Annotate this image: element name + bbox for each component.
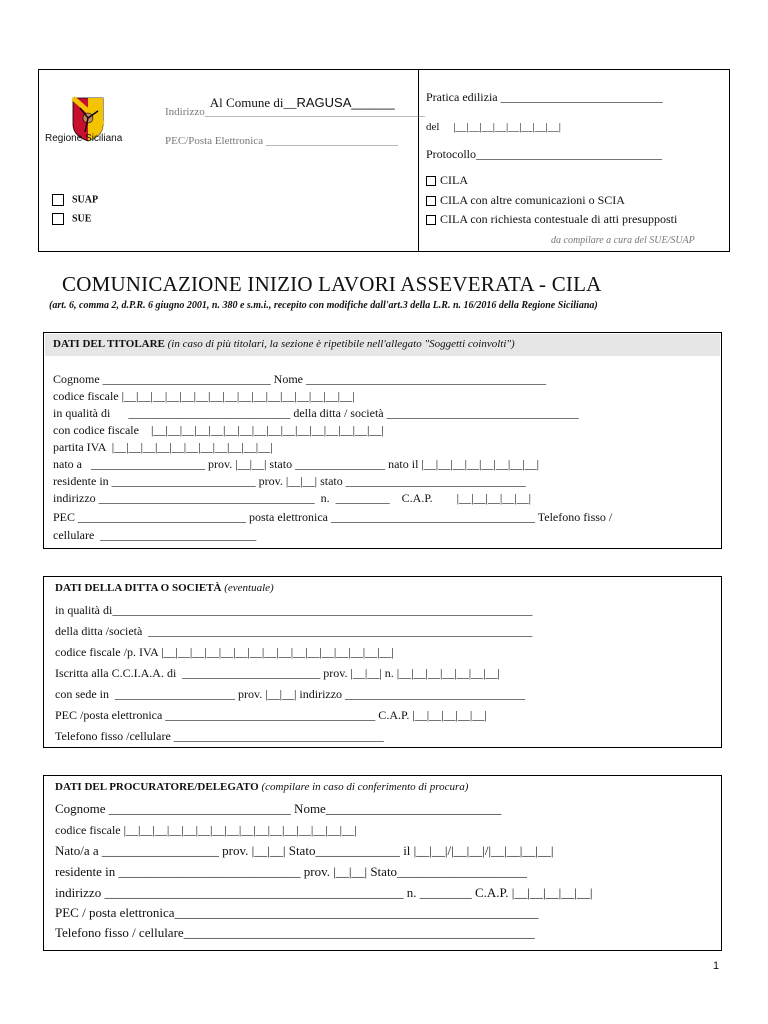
suap-option[interactable] — [52, 194, 98, 206]
procuratore-pec[interactable]: PEC / posta elettronica________________________________________________________ — [55, 905, 539, 920]
procuratore-residenza[interactable]: residente in ____________________________ prov. |__|__| Stato____________________ — [55, 864, 528, 879]
page-title: COMUNICAZIONE INIZIO LAVORI ASSEVERATA - CILA — [62, 272, 602, 296]
comune-label-text: Al Comune di__ — [209, 95, 297, 110]
pratica-field[interactable]: Pratica edilizia ___________________________ — [426, 90, 663, 104]
ditta-header-title: DATI DELLA DITTA O SOCIETÀ — [55, 582, 225, 594]
pec-field[interactable]: PEC/Posta Elettronica ________________________ — [165, 135, 398, 147]
cila-atti-label: CILA con richiesta contestuale di atti presupposti — [440, 212, 678, 226]
titolare-header-title: DATI DEL TITOLARE — [53, 338, 168, 350]
titolare-partita-iva[interactable]: partita IVA |__|__|__|__|__|__|__|__|__|__|__| — [53, 440, 273, 454]
ditta-pec[interactable]: PEC /posta elettronica ___________________________________ C.A.P. |__|__|__|__|__| — [55, 708, 487, 722]
titolare-indirizzo[interactable]: indirizzo ____________________________________ n. _________ C.A.P. |__|__|__|__|__| — [53, 491, 532, 505]
cila-option[interactable] — [426, 173, 468, 188]
sue-checkbox[interactable] — [52, 213, 64, 225]
procuratore-telefono[interactable]: Telefono fisso / cellulare______________________________________________________ — [55, 925, 535, 940]
page-subtitle: (art. 6, comma 2, d.P.R. 6 giugno 2001, n. 380 e s.m.i., recepito con modifiche dall'art.3 della L.R. n. 16/2016 della Regione Siciliana) — [49, 300, 598, 311]
ditta-codice-fiscale[interactable]: codice fiscale /p. IVA |__|__|__|__|__|__|__|__|__|__|__|__|__|__|__|__| — [55, 645, 394, 659]
cila-label: CILA — [440, 173, 468, 187]
indirizzo-field[interactable]: Indirizzo________________________________________ — [165, 106, 425, 118]
procuratore-header-title: DATI DEL PROCURATORE/DELEGATO — [55, 781, 262, 793]
titolare-header-note: (in caso di più titolari, la sezione è ripetibile nell'allegato "Soggetti coinvolti") — [167, 338, 515, 350]
comune-value[interactable]: RAGUSA______ — [296, 95, 395, 110]
regione-siciliana-logo — [63, 78, 97, 124]
suap-label: SUAP — [72, 194, 99, 206]
titolare-pec[interactable]: PEC ____________________________ posta elettronica __________________________________ Telefono fisso / — [53, 510, 613, 524]
sue-label: SUE — [72, 213, 92, 225]
procuratore-nascita[interactable]: Nato/a a __________________ prov. |__|__| Stato_____________ il |__|__|/|__|__|/|__|__|__|__| — [55, 843, 554, 858]
ditta-sede[interactable]: con sede in ____________________ prov. |__|__| indirizzo ______________________________ — [55, 687, 526, 701]
ditta-nome[interactable]: della ditta /società ________________________________________________________________ — [55, 624, 533, 638]
titolare-cognome-nome[interactable]: Cognome ____________________________ Nome ________________________________________ — [53, 372, 546, 386]
titolare-qualita[interactable]: in qualità di ___________________________ della ditta / società ________________________________ — [53, 406, 579, 420]
cila-atti-checkbox[interactable] — [426, 215, 436, 225]
procuratore-header-note: (compilare in caso di conferimento di procura) — [261, 781, 469, 793]
logo-text: Regione Siciliana — [45, 133, 123, 144]
header-note: da compilare a cura del SUE/SUAP — [551, 235, 695, 246]
ditta-cciaa[interactable]: Iscritta alla C.C.I.A.A. di _______________________ prov. |__|__| n. |__|__|__|__|__|__|__| — [55, 666, 500, 680]
titolare-codice-fiscale[interactable]: codice fiscale |__|__|__|__|__|__|__|__|__|__|__|__|__|__|__|__| — [53, 389, 355, 403]
titolare-header — [53, 338, 515, 350]
del-field[interactable]: del |__|__|__|__|__|__|__|__| — [426, 121, 562, 133]
titolare-cellulare[interactable]: cellulare __________________________ — [53, 528, 257, 542]
procuratore-cognome-nome[interactable]: Cognome ____________________________ Nome___________________________ — [55, 801, 502, 816]
cila-scia-label: CILA con altre comunicazioni o SCIA — [440, 193, 625, 207]
cila-scia-checkbox[interactable] — [426, 196, 436, 206]
protocollo-field[interactable]: Protocollo_______________________________ — [426, 147, 662, 161]
suap-checkbox[interactable] — [52, 194, 64, 206]
page-number: 1 — [713, 960, 720, 972]
ditta-header-note: (eventuale) — [224, 582, 274, 594]
cila-atti-option[interactable] — [426, 212, 677, 227]
procuratore-indirizzo[interactable]: indirizzo ______________________________________________ n. ________ C.A.P. |__|__|__|__|__| — [55, 885, 593, 900]
titolare-cf-ditta[interactable]: con codice fiscale |__|__|__|__|__|__|__|__|__|__|__|__|__|__|__|__| — [53, 423, 384, 437]
titolare-residenza[interactable]: residente in ________________________ prov. |__|__| stato ______________________________ — [53, 474, 526, 488]
ditta-qualita[interactable]: in qualità di______________________________________________________________________ — [55, 603, 533, 617]
procuratore-header — [55, 781, 468, 793]
sue-option[interactable] — [52, 213, 91, 225]
cila-scia-option[interactable] — [426, 193, 625, 208]
procuratore-codice-fiscale[interactable]: codice fiscale |__|__|__|__|__|__|__|__|__|__|__|__|__|__|__|__| — [55, 823, 357, 837]
titolare-nascita[interactable]: nato a ___________________ prov. |__|__| stato _______________ nato il |__|__|__|__|__|__|__|__| — [53, 457, 540, 471]
cila-checkbox[interactable] — [426, 176, 436, 186]
ditta-header — [55, 582, 274, 594]
ditta-telefono[interactable]: Telefono fisso /cellulare ___________________________________ — [55, 729, 384, 743]
header-divider — [418, 69, 419, 252]
